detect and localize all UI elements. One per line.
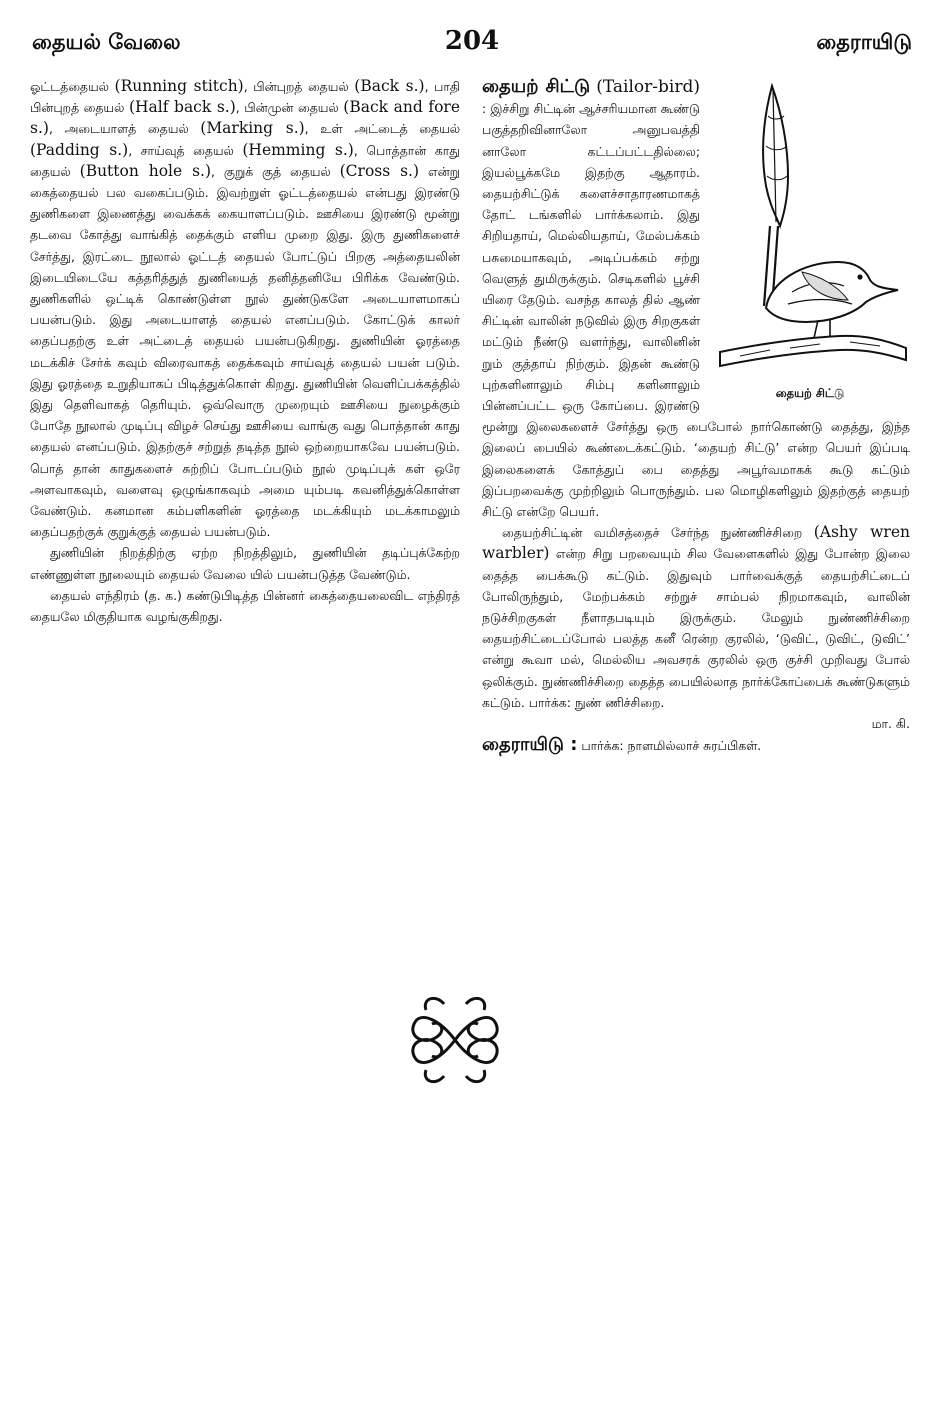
english-term: (Button hole s.) (79, 161, 212, 180)
english-term: (Back and fore s.) (30, 98, 460, 138)
text-run: , சாய்வுத் தையல் (128, 142, 243, 158)
text-run: , பின்புறத் தையல் (243, 79, 355, 94)
running-head-right: தைராயிடு (816, 30, 912, 54)
running-head-left: தையல் வேலை (32, 30, 181, 54)
text-run: , பொத்தான் காது தையல் (30, 142, 460, 179)
english-term: (Back s.) (354, 77, 425, 95)
text-run: , பின்முன் தையல் (235, 100, 344, 116)
paragraph-ashy-wren-warbler (482, 522, 910, 734)
paragraph-thread-colour: துணியின் நிறத்திற்கு ஏற்ற நிறத்திலும், துணியின் தடிப்புக்கேற்ற எண்ணுள்ள நூலையும் தையல் வேலை யில் பயன்படுத்த வேண்டும். (30, 545, 460, 582)
text-run: , உள் அட்டைத் தையல் (304, 121, 460, 137)
entry-tailor-bird (482, 76, 910, 522)
text-run: என்ற சிறு பறவையும் சில வேளைகளில் இது போன்ற இலை தைத்த பைக்கூடு கட்டும். இதுவும் பார்வைக்குத் தையற்சிட்டைப் போலிருந்தும், மேற்பக்கம் சற்றுச் சாம்பல் நிறமாகவும், வாலின் நடுச்சிறகுகள் நீளாதபடியும் இருக்கும். மேலும் நுண்ணிச்சிறை தையற்சிட்டைப்போல் பலத்த கனீ ரென்ற குரலில், ‘டுவிட், டுவிட், டுவிட்’ என்று கூவா மல், மெல்லிய அவசரக் குரலில் ஒரு குச்சி முறிவது போல் ஒலிக்கும். நுண்ணிச்சிறை தைத்த பையில்லாத நார்க்கோப்பைக் கூண்டுகளும் கட்டும். பார்க்க: நுண் ணிச்சிறை. (482, 546, 910, 710)
paragraph-machine-stitching: தையல் எந்திரம் (த. க.) கண்டுபிடித்த பின்னர் கைத்தையலைவிட எந்திரத் தையலே மிகுதியாக வழங்குகிறது. (30, 587, 460, 625)
text-run: என்று கைத்தையல் பல வகைப்படும். இவற்றுள் ஓட்டத்தையல் என்பது இரண்டு துணிகளை இணைத்து வைக்கக் கையாளப்படும். ஊசியை இரண்டு மூன்று தடவை கோத்து வாங்கித் தைக்கும் எளிய முறை இது. இரு துணிகளைச் சேர்த்து, இரட்டை நூலால் ஓட்டத் தையல் போட்டுப் பிறகு அத்தையலின் இடையிடையே கத்தரித்துத் துணியைத் தனித்தனியே பிரிக்க வேண்டும். துணிகளில் ஒட்டிக் கொண்டுள்ள நூல் துண்டுகளே அடையாளமாகப் பயன்படும். இது அடையாளத் தையல் எனப்படும். கோட்டுக் காலர் தைப்பதற்கு உள் அட்டைத் தையல் பயன்படுகிறது. துணியின் ஓரத்தை மடக்கிச் சேர்க் கவும் விரைவாகத் தைக்கவும் சாய்வுத் தையல் பயன் படும். இது ஓரத்தை உறுதியாகப் பிடித்துக்கொள் கிறது. துணியின் வெளிப்பக்கத்தில் இது தெளிவாகத் தெரியும். ஒவ்வொரு முறையும் ஊசியை நுழைக்கும் போதே நூலால் முடிப்பு விழச் செய்து ஊசியை வாங்கு வது பொத்தான் காது தையல் எனப்படும். இதற்குச் சற்றுத் தடித்த நூல் ஒற்றையாகவே பயன்படும். பொத் தான் காதுகளைச் சுற்றிப் போடப்படும் நூல் முடிப்புக் கள் ஒரே அளவாகவும், வளைவு ஒழுங்காகவும் அமை யும்படி கவனித்துக்கொள்ள வேண்டும். கனமான கம்பளிகளின் ஓரத்தை மடக்கியும் மடக்காமலும் தைப்பதற்குக் குறுக்குத் தையல் பயன்படும். (30, 163, 460, 540)
author-signature: மா. கி. (871, 716, 910, 732)
english-term: (Running stitch) (114, 77, 244, 95)
english-term: (Half back s.) (128, 98, 236, 117)
decorative-ornament-icon (400, 990, 510, 1090)
right-column (482, 76, 910, 757)
page-header (32, 24, 912, 64)
page-number: 204 (444, 26, 500, 56)
figure-caption: தையற் சிட்டு (775, 385, 845, 400)
entry-headword-thyroid: தைராயிடு : (482, 734, 578, 756)
entry-thyroid (482, 734, 910, 756)
text-run: ஓட்டத்தையல் (30, 79, 115, 94)
english-term: (Ashy wren warbler) (482, 523, 910, 563)
entry-headword-tailor-bird: தையற் சிட்டு (482, 76, 591, 97)
text-run: தையற்சிட்டின் வமிசத்தைச் சேர்ந்த நுண்ணிச்சிறை (502, 525, 814, 541)
english-term: (Cross s.) (339, 161, 420, 180)
paragraph-stitch-types (30, 76, 460, 542)
text-run: , அடையாளத் தையல் (48, 121, 201, 137)
english-term: (Hemming s.) (242, 140, 354, 159)
english-term: (Marking s.) (200, 119, 305, 138)
english-term: (Padding s.) (30, 140, 129, 159)
tailor-bird-figure (710, 76, 910, 408)
cross-reference: பார்க்க: நாளமில்லாச் சுரப்பிகள். (577, 738, 762, 754)
entry-headword-english: (Tailor-bird) (590, 77, 700, 97)
entry-body-text: : இச்சிறு சிட்டின் ஆச்சரியமான கூண்டு பகுத்தறிவினாலோ அனுபவத்தி னாலோ கட்டப்பட்டதில்லை; இயல்பூக்கமே இதற்கு ஆதாரம். தையற்சிட்டுக் களைச்சாதாரணமாகத் தோட் டங்களில் பார்க்கலாம். இது சிறியதாய், மெல்லியதாய், மேல்பக்கம் பசுமையாகவும், அடிப்பக்கம் சற்று வெளுத் துமிருக்கும். செடிகளில் பூச்சி யிரை தேடும். வசந்த காலத் தில் ஆண் சிட்டின் வாலின் நடுவில் இரு சிறகுகள் மட்டும் நீண்டு வளர்ந்து, வாலினின் றும் குத்தாய் நிற்கும். இதன் கூண்டு புற்களினாலும் சிம்பு களினாலும் பின்னப்பட்ட ஒரு கோப்பை. இரண்டு மூன்று இலைகளைச் சேர்த்து ஒரு பைபோல் நார்கொண்டு தைத்து, இந்த இலைப் பையில் கூண்டைக்கட்டும். ‘தையற் சிட்டு’ என்ற பெயர் இப்படி இலைகளைக் கோத்துப் பை தைத்து அபூர்வமாகக் கூடு கட்டும் இப்பறவைக்கு முற்றிலும் பொருந்தும். பல மொழிகளிலும் இதற்குத் தையற் சிட்டு என்றே பெயர். (482, 101, 910, 520)
text-run: , குறுக் குத் தையல் (211, 163, 340, 179)
left-column (30, 76, 460, 627)
tailor-bird-illustration (710, 76, 910, 376)
text-run: , பாதி பின்புறத் தையல் (30, 79, 460, 116)
